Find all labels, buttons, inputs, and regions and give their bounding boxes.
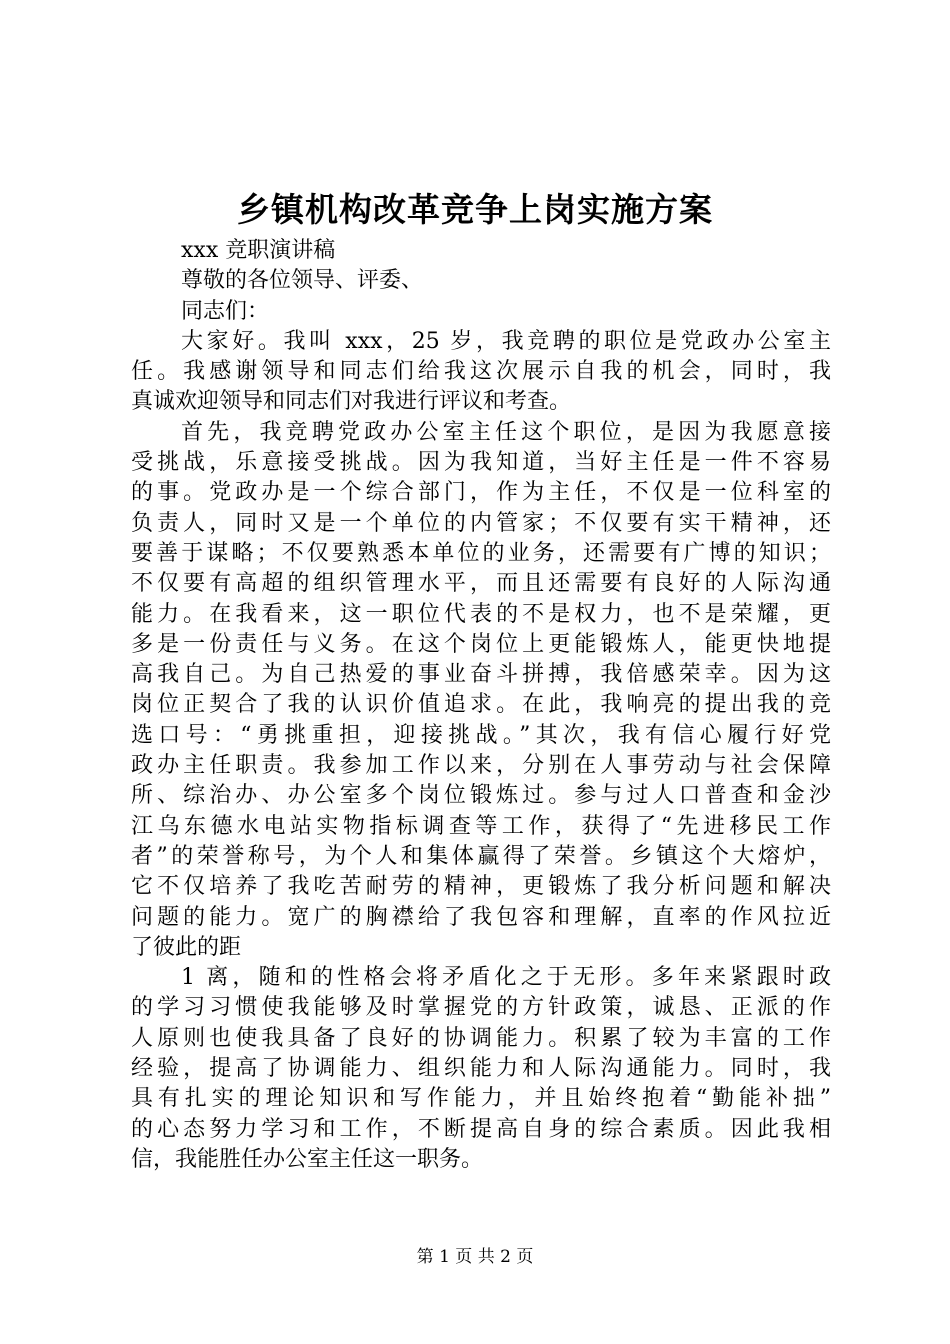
body-line: 了彼此的距 [131,934,242,960]
body-line: 尊敬的各位领导、评委、 [181,268,424,294]
body-line: 1 离，随和的性格会将矛盾化之于无形。多年来紧跟时政 [181,965,831,991]
body-line: 政办主任职责。我参加工作以来，分别在人事劳动与社会保障 [131,753,831,779]
body-line: xxx 竞职演讲稿 [181,238,336,263]
body-line: 真诚欢迎领导和同志们对我进行评议和考查。 [131,389,572,415]
body-line: 同志们： [181,298,270,324]
body-line: 首先，我竞聘党政办公室主任这个职位，是因为我愿意接 [181,419,831,445]
body-line: 所、综治办、办公室多个岗位锻炼过。参与过人口普查和金沙 [131,783,831,809]
body-line: 能力。在我看来，这一职位代表的不是权力，也不是荣耀，更 [131,601,831,627]
body-line: 受挑战，乐意接受挑战。因为我知道，当好主任是一件不容易 [131,450,831,476]
body-line: 江乌东德水电站实物指标调查等工作，获得了“先进移民工作 [131,813,831,839]
body-line: 选口号：“勇挑重担，迎接挑战。”其次，我有信心履行好党 [131,722,831,748]
body-line: 多是一份责任与义务。在这个岗位上更能锻炼人，能更快地提 [131,631,831,657]
body-line: 的心态努力学习和工作，不断提高自身的综合素质。因此我相 [131,1116,831,1142]
body-line: 高我自己。为自己热爱的事业奋斗拼搏，我倍感荣幸。因为这 [131,662,831,688]
body-line: 岗位正契合了我的认识价值追求。在此，我响亮的提出我的竞 [131,692,831,718]
body-line: 经验，提高了协调能力、组织能力和人际沟通能力。同时，我 [131,1056,831,1082]
body-line: 不仅要有高超的组织管理水平，而且还需要有良好的人际沟通 [131,571,831,597]
body-line: 要善于谋略；不仅要熟悉本单位的业务，还需要有广博的知识； [131,540,831,566]
body-line: 人原则也使我具备了良好的协调能力。积累了较为丰富的工作 [131,1025,831,1051]
body-line: 的学习习惯使我能够及时掌握党的方针政策，诚恳、正派的作 [131,995,831,1021]
page-footer: 第 1 页 共 2 页 [416,1247,534,1267]
document-title: 乡镇机构改革竞争上岗实施方案 [237,190,713,229]
body-line: 者”的荣誉称号，为个人和集体赢得了荣誉。乡镇这个大熔炉， [131,843,831,869]
body-line: 它不仅培养了我吃苦耐劳的精神，更锻炼了我分析问题和解决 [131,874,831,900]
body-line: 问题的能力。宽广的胸襟给了我包容和理解，直率的作风拉近 [131,904,831,930]
body-line: 任。我感谢领导和同志们给我这次展示自我的机会，同时，我 [131,359,831,385]
body-line: 的事。党政办是一个综合部门，作为主任，不仅是一位科室的 [131,480,831,506]
body-line: 大家好。我叫 xxx，25 岁，我竞聘的职位是党政办公室主 [181,328,831,354]
body-line: 信，我能胜任办公室主任这一职务。 [131,1146,484,1172]
body-line: 具有扎实的理论知识和写作能力，并且始终抱着“勤能补拙” [131,1086,831,1112]
body-line: 负责人，同时又是一个单位的内管家；不仅要有实干精神，还 [131,510,831,536]
document-body [131,236,831,1175]
